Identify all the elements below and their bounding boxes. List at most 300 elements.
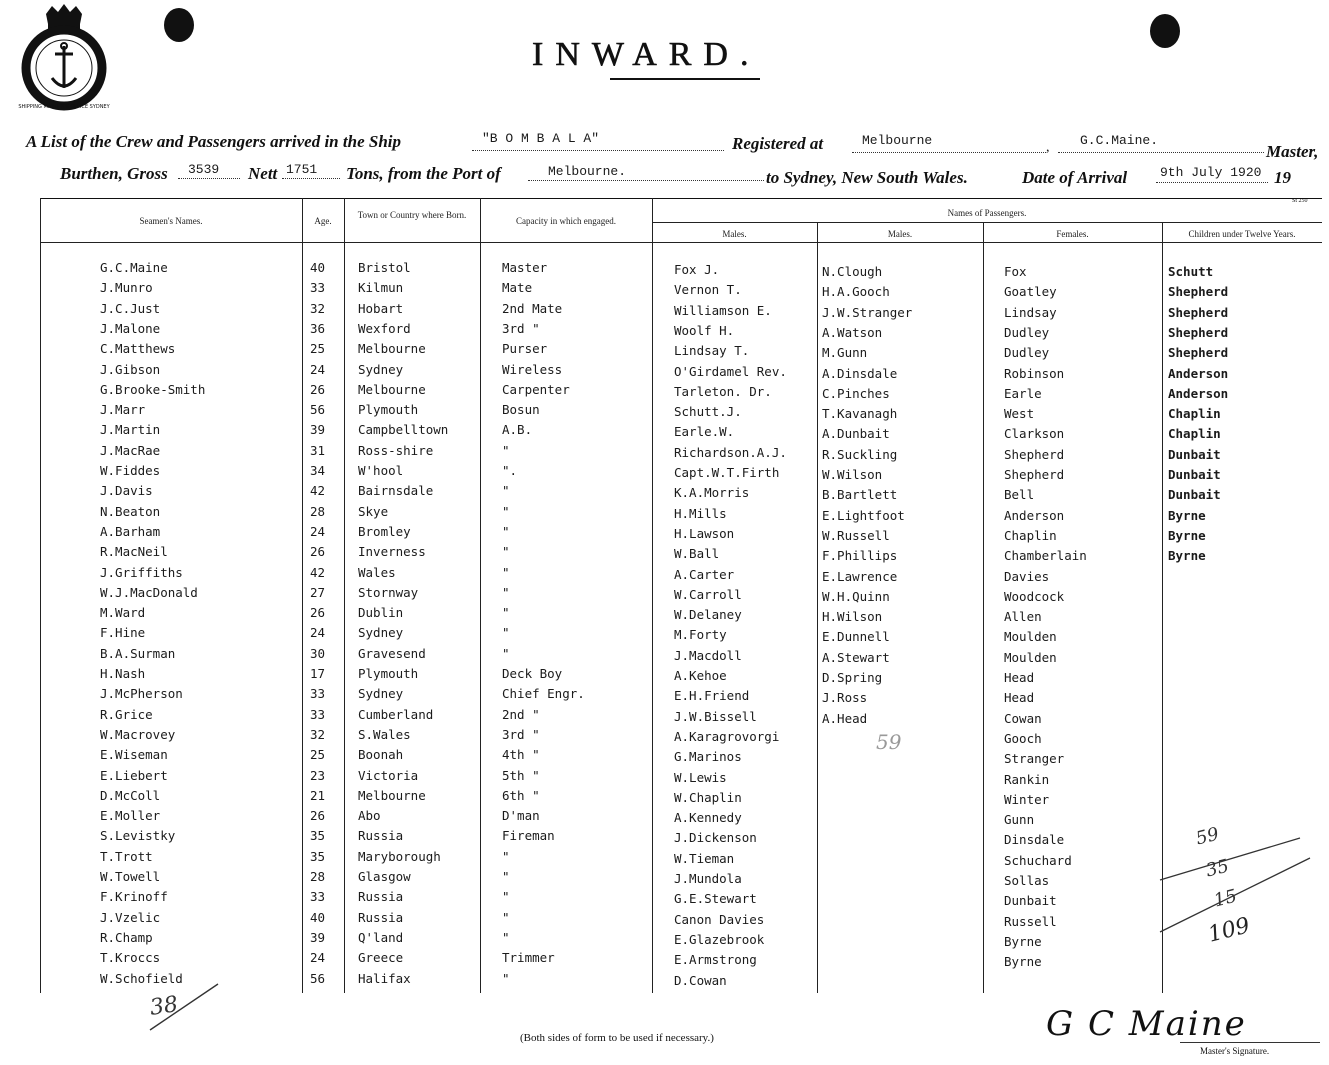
passenger-child: Shepherd bbox=[1168, 284, 1229, 299]
crew-born: Gravesend bbox=[358, 646, 426, 661]
passenger-male: A.Carter bbox=[674, 567, 735, 582]
passenger-male: A.Karagrovorgi bbox=[674, 729, 780, 744]
passenger-child: Shepherd bbox=[1168, 325, 1229, 340]
crew-capacity: Trimmer bbox=[502, 950, 555, 965]
passenger-child: Schutt bbox=[1168, 264, 1214, 279]
crew-age: 17 bbox=[310, 666, 326, 681]
crew-born: Halifax bbox=[358, 971, 411, 986]
crew-born: Kilmun bbox=[358, 280, 404, 295]
master-signature: G C Maine bbox=[1046, 1004, 1247, 1044]
crew-name: F.Hine bbox=[100, 625, 146, 640]
signature-line bbox=[1180, 1042, 1320, 1043]
passenger-male: Williamson E. bbox=[674, 303, 772, 318]
crew-born: Dublin bbox=[358, 605, 404, 620]
passenger-female: Davies bbox=[1004, 569, 1050, 584]
passenger-child: Dunbait bbox=[1168, 487, 1221, 502]
crew-capacity: " bbox=[502, 544, 510, 559]
registered-label: Registered at bbox=[732, 134, 824, 153]
crew-age: 28 bbox=[310, 504, 326, 519]
crew-capacity: " bbox=[502, 625, 510, 640]
passenger-male: W.Carroll bbox=[674, 587, 742, 602]
passenger-male: A.Watson bbox=[822, 325, 883, 340]
crew-age: 33 bbox=[310, 686, 326, 701]
crew-capacity: D'man bbox=[502, 808, 540, 823]
crew-age: 40 bbox=[310, 260, 326, 275]
crew-age: 26 bbox=[310, 382, 326, 397]
passenger-male: Woolf H. bbox=[674, 323, 735, 338]
col-line-3 bbox=[480, 198, 481, 993]
passenger-female: Woodcock bbox=[1004, 589, 1065, 604]
header-line1-prefix: A List of the Crew and Passengers arrived in the Ship bbox=[26, 132, 401, 151]
header-bottom-line bbox=[40, 242, 1322, 243]
passenger-male: H.A.Gooch bbox=[822, 284, 890, 299]
crew-capacity: Mate bbox=[502, 280, 533, 295]
passenger-female: Head bbox=[1004, 670, 1035, 685]
crew-born: Bromley bbox=[358, 524, 411, 539]
crew-born: Wales bbox=[358, 565, 396, 580]
passenger-female: Robinson bbox=[1004, 366, 1065, 381]
passenger-child: Anderson bbox=[1168, 386, 1229, 401]
passenger-female: Clarkson bbox=[1004, 426, 1065, 441]
passenger-male: Capt.W.T.Firth bbox=[674, 465, 780, 480]
passenger-female: Gooch bbox=[1004, 731, 1042, 746]
passenger-male: J.Ross bbox=[822, 690, 868, 705]
crew-name: W.Fiddes bbox=[100, 463, 161, 478]
tally-3: 15 bbox=[1211, 885, 1240, 912]
crew-capacity: 2nd Mate bbox=[502, 301, 563, 316]
year-suffix: 19 bbox=[1274, 168, 1291, 187]
crew-born: W'hool bbox=[358, 463, 404, 478]
crew-name: W.Schofield bbox=[100, 971, 183, 986]
nett-underline bbox=[282, 178, 340, 179]
tally-males: 59 bbox=[876, 730, 902, 754]
crew-born: Stornway bbox=[358, 585, 419, 600]
crew-name: J.Gibson bbox=[100, 362, 161, 377]
crew-capacity: 6th " bbox=[502, 788, 540, 803]
passenger-child: Shepherd bbox=[1168, 305, 1229, 320]
crew-age: 25 bbox=[310, 747, 326, 762]
gross-tons: 3539 bbox=[188, 162, 220, 177]
crew-born: Boonah bbox=[358, 747, 404, 762]
crew-name: J.Marr bbox=[100, 402, 146, 417]
ship-underline bbox=[472, 150, 724, 151]
passenger-male: E.Lightfoot bbox=[822, 508, 905, 523]
crew-age: 42 bbox=[310, 565, 326, 580]
passenger-child: Chaplin bbox=[1168, 426, 1221, 441]
passenger-male: J.Macdoll bbox=[674, 648, 742, 663]
crew-born: Melbourne bbox=[358, 341, 426, 356]
col-line-1 bbox=[302, 198, 303, 993]
passenger-female: Dunbait bbox=[1004, 893, 1057, 908]
registered-port: Melbourne bbox=[862, 133, 933, 148]
col-males-1: Males. bbox=[722, 229, 747, 239]
crew-capacity: ". bbox=[502, 463, 518, 478]
crew-age: 23 bbox=[310, 768, 326, 783]
passenger-male: Schutt.J. bbox=[674, 404, 742, 419]
crew-name: J.Davis bbox=[100, 483, 153, 498]
master-name: G.C.Maine. bbox=[1080, 133, 1159, 148]
passenger-male: Lindsay T. bbox=[674, 343, 750, 358]
crew-name: G.C.Maine bbox=[100, 260, 168, 275]
crew-tally-stroke bbox=[140, 980, 230, 1040]
passenger-female: Sollas bbox=[1004, 873, 1050, 888]
passenger-female: Lindsay bbox=[1004, 305, 1057, 320]
passenger-male: H.Lawson bbox=[674, 526, 735, 541]
passenger-female: Byrne bbox=[1004, 934, 1042, 949]
passenger-subhead-line bbox=[652, 222, 1322, 223]
passenger-male: C.Pinches bbox=[822, 386, 890, 401]
crew-age: 39 bbox=[310, 422, 326, 437]
crew-age: 35 bbox=[310, 849, 326, 864]
crew-age: 36 bbox=[310, 321, 326, 336]
crew-name: C.Matthews bbox=[100, 341, 176, 356]
crew-name: W.J.MacDonald bbox=[100, 585, 198, 600]
passenger-male: H.Mills bbox=[674, 506, 727, 521]
passenger-male: Canon Davies bbox=[674, 912, 765, 927]
col-age: Age. bbox=[314, 216, 332, 226]
passenger-child: Shepherd bbox=[1168, 345, 1229, 360]
crew-age: 30 bbox=[310, 646, 326, 661]
punch-hole-left bbox=[164, 8, 194, 42]
passenger-male: W.Wilson bbox=[822, 467, 883, 482]
passenger-male: W.H.Quinn bbox=[822, 589, 890, 604]
col-passengers: Names of Passengers. bbox=[947, 208, 1027, 218]
nett-tons: 1751 bbox=[286, 162, 318, 177]
crew-name: E.Wiseman bbox=[100, 747, 168, 762]
crew-capacity: Chief Engr. bbox=[502, 686, 585, 701]
crew-born: Bristol bbox=[358, 260, 411, 275]
passenger-child: Byrne bbox=[1168, 528, 1206, 543]
crew-capacity: " bbox=[502, 869, 510, 884]
crew-age: 34 bbox=[310, 463, 326, 478]
passenger-male: W.Chaplin bbox=[674, 790, 742, 805]
crew-capacity: " bbox=[502, 971, 510, 986]
crew-born: Cumberland bbox=[358, 707, 434, 722]
passenger-male: A.Dunbait bbox=[822, 426, 890, 441]
crew-age: 33 bbox=[310, 280, 326, 295]
passenger-female: Head bbox=[1004, 690, 1035, 705]
crew-name: M.Ward bbox=[100, 605, 146, 620]
ship-name: "B O M B A L A" bbox=[482, 131, 600, 146]
crew-capacity: Bosun bbox=[502, 402, 540, 417]
passenger-male: E.Dunnell bbox=[822, 629, 890, 644]
tally-crew: 38 bbox=[148, 992, 180, 1021]
passenger-female: West bbox=[1004, 406, 1035, 421]
passenger-child: Dunbait bbox=[1168, 447, 1221, 462]
crew-age: 33 bbox=[310, 889, 326, 904]
crew-capacity: 3rd " bbox=[502, 727, 540, 742]
crew-age: 35 bbox=[310, 828, 326, 843]
crew-capacity: 2nd " bbox=[502, 707, 540, 722]
crew-name: H.Nash bbox=[100, 666, 146, 681]
crew-name: J.Vzelic bbox=[100, 910, 161, 925]
arrival-underline bbox=[1156, 182, 1268, 183]
passenger-male: A.Kehoe bbox=[674, 668, 727, 683]
passenger-male: G.Marinos bbox=[674, 749, 742, 764]
crew-born: Sydney bbox=[358, 625, 404, 640]
col-line-6 bbox=[983, 222, 984, 993]
col-line-2 bbox=[344, 198, 345, 993]
passenger-male: J.W.Stranger bbox=[822, 305, 913, 320]
crew-capacity: " bbox=[502, 910, 510, 925]
passenger-female: Chaplin bbox=[1004, 528, 1057, 543]
crew-capacity: " bbox=[502, 483, 510, 498]
crew-capacity: " bbox=[502, 849, 510, 864]
crew-name: R.MacNeil bbox=[100, 544, 168, 559]
crew-name: N.Beaton bbox=[100, 504, 161, 519]
crew-capacity: " bbox=[502, 585, 510, 600]
crew-name: J.McPherson bbox=[100, 686, 183, 701]
crew-age: 56 bbox=[310, 402, 326, 417]
passenger-male: W.Russell bbox=[822, 528, 890, 543]
crew-name: S.Levistky bbox=[100, 828, 176, 843]
passenger-child: Byrne bbox=[1168, 548, 1206, 563]
crew-capacity: " bbox=[502, 646, 510, 661]
crew-capacity: " bbox=[502, 524, 510, 539]
passenger-male: W.Tieman bbox=[674, 851, 735, 866]
gross-underline bbox=[178, 178, 240, 179]
crew-age: 32 bbox=[310, 301, 326, 316]
tally-strokes bbox=[1150, 820, 1320, 970]
destination-label: to Sydney, New South Wales. bbox=[766, 168, 968, 187]
passenger-male: J.Mundola bbox=[674, 871, 742, 886]
crew-born: Q'land bbox=[358, 930, 404, 945]
passenger-male: J.W.Bissell bbox=[674, 709, 757, 724]
passenger-male: R.Suckling bbox=[822, 447, 898, 462]
passenger-female: Dudley bbox=[1004, 345, 1050, 360]
passenger-male: B.Bartlett bbox=[822, 487, 898, 502]
crew-born: Victoria bbox=[358, 768, 419, 783]
crew-born: Bairnsdale bbox=[358, 483, 434, 498]
passenger-male: J.Dickenson bbox=[674, 830, 757, 845]
passenger-female: Dinsdale bbox=[1004, 832, 1065, 847]
crew-capacity: " bbox=[502, 930, 510, 945]
passenger-female: Schuchard bbox=[1004, 853, 1072, 868]
passenger-male: E.Glazebrook bbox=[674, 932, 765, 947]
passenger-child: Dunbait bbox=[1168, 467, 1221, 482]
crew-name: E.Moller bbox=[100, 808, 161, 823]
crew-name: B.A.Surman bbox=[100, 646, 176, 661]
crew-capacity: Wireless bbox=[502, 362, 563, 377]
crew-born: Ross-shire bbox=[358, 443, 434, 458]
crew-born: Skye bbox=[358, 504, 389, 519]
col-line-0 bbox=[40, 198, 41, 993]
passenger-female: Shepherd bbox=[1004, 467, 1065, 482]
crew-name: F.Krinoff bbox=[100, 889, 168, 904]
signature-caption: Master's Signature. bbox=[1200, 1046, 1270, 1056]
passenger-male: G.E.Stewart bbox=[674, 891, 757, 906]
passenger-child: Byrne bbox=[1168, 508, 1206, 523]
footer-note: (Both sides of form to be used if necessary.) bbox=[520, 1032, 714, 1044]
crew-name: T.Kroccs bbox=[100, 950, 161, 965]
crew-capacity: 5th " bbox=[502, 768, 540, 783]
passenger-female: Moulden bbox=[1004, 650, 1057, 665]
crew-name: J.Martin bbox=[100, 422, 161, 437]
shipping-master-seal bbox=[18, 2, 110, 110]
passenger-male: Earle.W. bbox=[674, 424, 735, 439]
passenger-female: Winter bbox=[1004, 792, 1050, 807]
crew-born: Russia bbox=[358, 910, 404, 925]
passenger-female: Russell bbox=[1004, 914, 1057, 929]
crew-age: 26 bbox=[310, 544, 326, 559]
passenger-male: D.Cowan bbox=[674, 973, 727, 988]
crew-name: J.Munro bbox=[100, 280, 153, 295]
crew-name: J.Malone bbox=[100, 321, 161, 336]
col-line-4 bbox=[652, 198, 653, 993]
passenger-male: T.Kavanagh bbox=[822, 406, 898, 421]
passenger-child: Chaplin bbox=[1168, 406, 1221, 421]
crew-name: W.Towell bbox=[100, 869, 161, 884]
tons-label: Tons, from the Port of bbox=[346, 164, 501, 183]
crew-name: R.Grice bbox=[100, 707, 153, 722]
comma: , bbox=[1046, 140, 1050, 155]
passenger-male: Vernon T. bbox=[674, 282, 742, 297]
crew-born: Hobart bbox=[358, 301, 404, 316]
crew-capacity: " bbox=[502, 504, 510, 519]
crew-born: Melbourne bbox=[358, 382, 426, 397]
crew-age: 28 bbox=[310, 869, 326, 884]
title-rule bbox=[610, 78, 760, 80]
crew-born: Russia bbox=[358, 828, 404, 843]
crew-born: Maryborough bbox=[358, 849, 441, 864]
crew-age: 39 bbox=[310, 930, 326, 945]
crew-age: 24 bbox=[310, 625, 326, 640]
col-capacity: Capacity in which engaged. bbox=[516, 216, 616, 226]
master-underline bbox=[1058, 152, 1264, 153]
crew-name: T.Trott bbox=[100, 849, 153, 864]
passenger-male: A.Stewart bbox=[822, 650, 890, 665]
crew-born: Campbelltown bbox=[358, 422, 449, 437]
passenger-female: Stranger bbox=[1004, 751, 1065, 766]
passenger-female: Bell bbox=[1004, 487, 1035, 502]
port-from: Melbourne. bbox=[548, 164, 627, 179]
crew-capacity: Purser bbox=[502, 341, 548, 356]
crew-name: J.C.Just bbox=[100, 301, 161, 316]
crew-capacity: 4th " bbox=[502, 747, 540, 762]
master-label: Master, bbox=[1266, 142, 1319, 161]
col-children: Children under Twelve Years. bbox=[1188, 229, 1296, 239]
passenger-female: Cowan bbox=[1004, 711, 1042, 726]
passenger-female: Gunn bbox=[1004, 812, 1035, 827]
passenger-female: Goatley bbox=[1004, 284, 1057, 299]
passenger-male: A.Dinsdale bbox=[822, 366, 898, 381]
crew-age: 40 bbox=[310, 910, 326, 925]
passenger-male: K.A.Morris bbox=[674, 485, 750, 500]
port-underline bbox=[528, 180, 764, 181]
crew-born: Plymouth bbox=[358, 666, 419, 681]
passenger-male: D.Spring bbox=[822, 670, 883, 685]
passenger-male: E.H.Friend bbox=[674, 688, 750, 703]
passenger-female: Rankin bbox=[1004, 772, 1050, 787]
crew-capacity: 3rd " bbox=[502, 321, 540, 336]
crew-born: Russia bbox=[358, 889, 404, 904]
passenger-male: O'Girdamel Rev. bbox=[674, 364, 787, 379]
crew-age: 33 bbox=[310, 707, 326, 722]
crew-name: G.Brooke-Smith bbox=[100, 382, 206, 397]
crew-born: Inverness bbox=[358, 544, 426, 559]
crew-born: S.Wales bbox=[358, 727, 411, 742]
passenger-male: F.Phillips bbox=[822, 548, 898, 563]
passenger-female: Byrne bbox=[1004, 954, 1042, 969]
col-seaman: Seamen's Names. bbox=[139, 216, 203, 226]
arrival-date: 9th July 1920 bbox=[1160, 165, 1262, 180]
passenger-child: Anderson bbox=[1168, 366, 1229, 381]
form-number: St 250 bbox=[1292, 198, 1308, 204]
tally-1: 59 bbox=[1193, 823, 1222, 850]
crew-age: 25 bbox=[310, 341, 326, 356]
seal-text: SHIPPING MASTER'S OFFICE SYDNEY bbox=[18, 104, 110, 110]
crew-capacity: " bbox=[502, 889, 510, 904]
passenger-male: Fox J. bbox=[674, 262, 720, 277]
crew-age: 56 bbox=[310, 971, 326, 986]
crew-name: R.Champ bbox=[100, 930, 153, 945]
passenger-male: Richardson.A.J. bbox=[674, 445, 787, 460]
burthen-label: Burthen, Gross bbox=[60, 164, 168, 183]
page-title: INWARD. bbox=[532, 36, 761, 73]
passenger-female: Dudley bbox=[1004, 325, 1050, 340]
passenger-male: E.Lawrence bbox=[822, 569, 898, 584]
passenger-male: Tarleton. Dr. bbox=[674, 384, 772, 399]
crew-born: Abo bbox=[358, 808, 381, 823]
punch-hole-right bbox=[1150, 14, 1180, 48]
col-males-2: Males. bbox=[887, 229, 913, 239]
crew-born: Sydney bbox=[358, 686, 404, 701]
crew-capacity: " bbox=[502, 565, 510, 580]
col-females: Females. bbox=[1056, 229, 1089, 239]
passenger-male: W.Ball bbox=[674, 546, 720, 561]
crew-capacity: Carpenter bbox=[502, 382, 570, 397]
passenger-female: Fox bbox=[1004, 264, 1027, 279]
crew-age: 24 bbox=[310, 950, 326, 965]
passenger-male: M.Gunn bbox=[822, 345, 868, 360]
crew-born: Plymouth bbox=[358, 402, 419, 417]
passenger-male: W.Lewis bbox=[674, 770, 727, 785]
crew-capacity: " bbox=[502, 443, 510, 458]
registered-underline bbox=[852, 152, 1046, 153]
crew-age: 42 bbox=[310, 483, 326, 498]
crew-age: 26 bbox=[310, 808, 326, 823]
col-line-5 bbox=[817, 222, 818, 993]
passenger-male: W.Delaney bbox=[674, 607, 742, 622]
crew-capacity: Deck Boy bbox=[502, 666, 563, 681]
passenger-male: A.Kennedy bbox=[674, 810, 742, 825]
crew-age: 24 bbox=[310, 362, 326, 377]
passenger-female: Anderson bbox=[1004, 508, 1065, 523]
passenger-male: A.Head bbox=[822, 711, 868, 726]
crew-born: Wexford bbox=[358, 321, 411, 336]
crew-name: A.Barham bbox=[100, 524, 161, 539]
passenger-female: Shepherd bbox=[1004, 447, 1065, 462]
passenger-male: M.Forty bbox=[674, 627, 727, 642]
crew-name: W.Macrovey bbox=[100, 727, 176, 742]
crew-born: Melbourne bbox=[358, 788, 426, 803]
crew-capacity: A.B. bbox=[502, 422, 533, 437]
nett-label: Nett bbox=[248, 164, 278, 183]
crew-capacity: " bbox=[502, 605, 510, 620]
arrival-label: Date of Arrival bbox=[1022, 168, 1128, 187]
passenger-female: Moulden bbox=[1004, 629, 1057, 644]
crew-age: 26 bbox=[310, 605, 326, 620]
passenger-male: N.Clough bbox=[822, 264, 883, 279]
crew-name: D.McColl bbox=[100, 788, 161, 803]
crew-born: Glasgow bbox=[358, 869, 411, 884]
passenger-male: E.Armstrong bbox=[674, 952, 757, 967]
crew-age: 27 bbox=[310, 585, 326, 600]
passenger-female: Allen bbox=[1004, 609, 1042, 624]
crew-capacity: Master bbox=[502, 260, 548, 275]
col-born: Town or Country where Born. bbox=[357, 210, 467, 220]
crew-age: 32 bbox=[310, 727, 326, 742]
